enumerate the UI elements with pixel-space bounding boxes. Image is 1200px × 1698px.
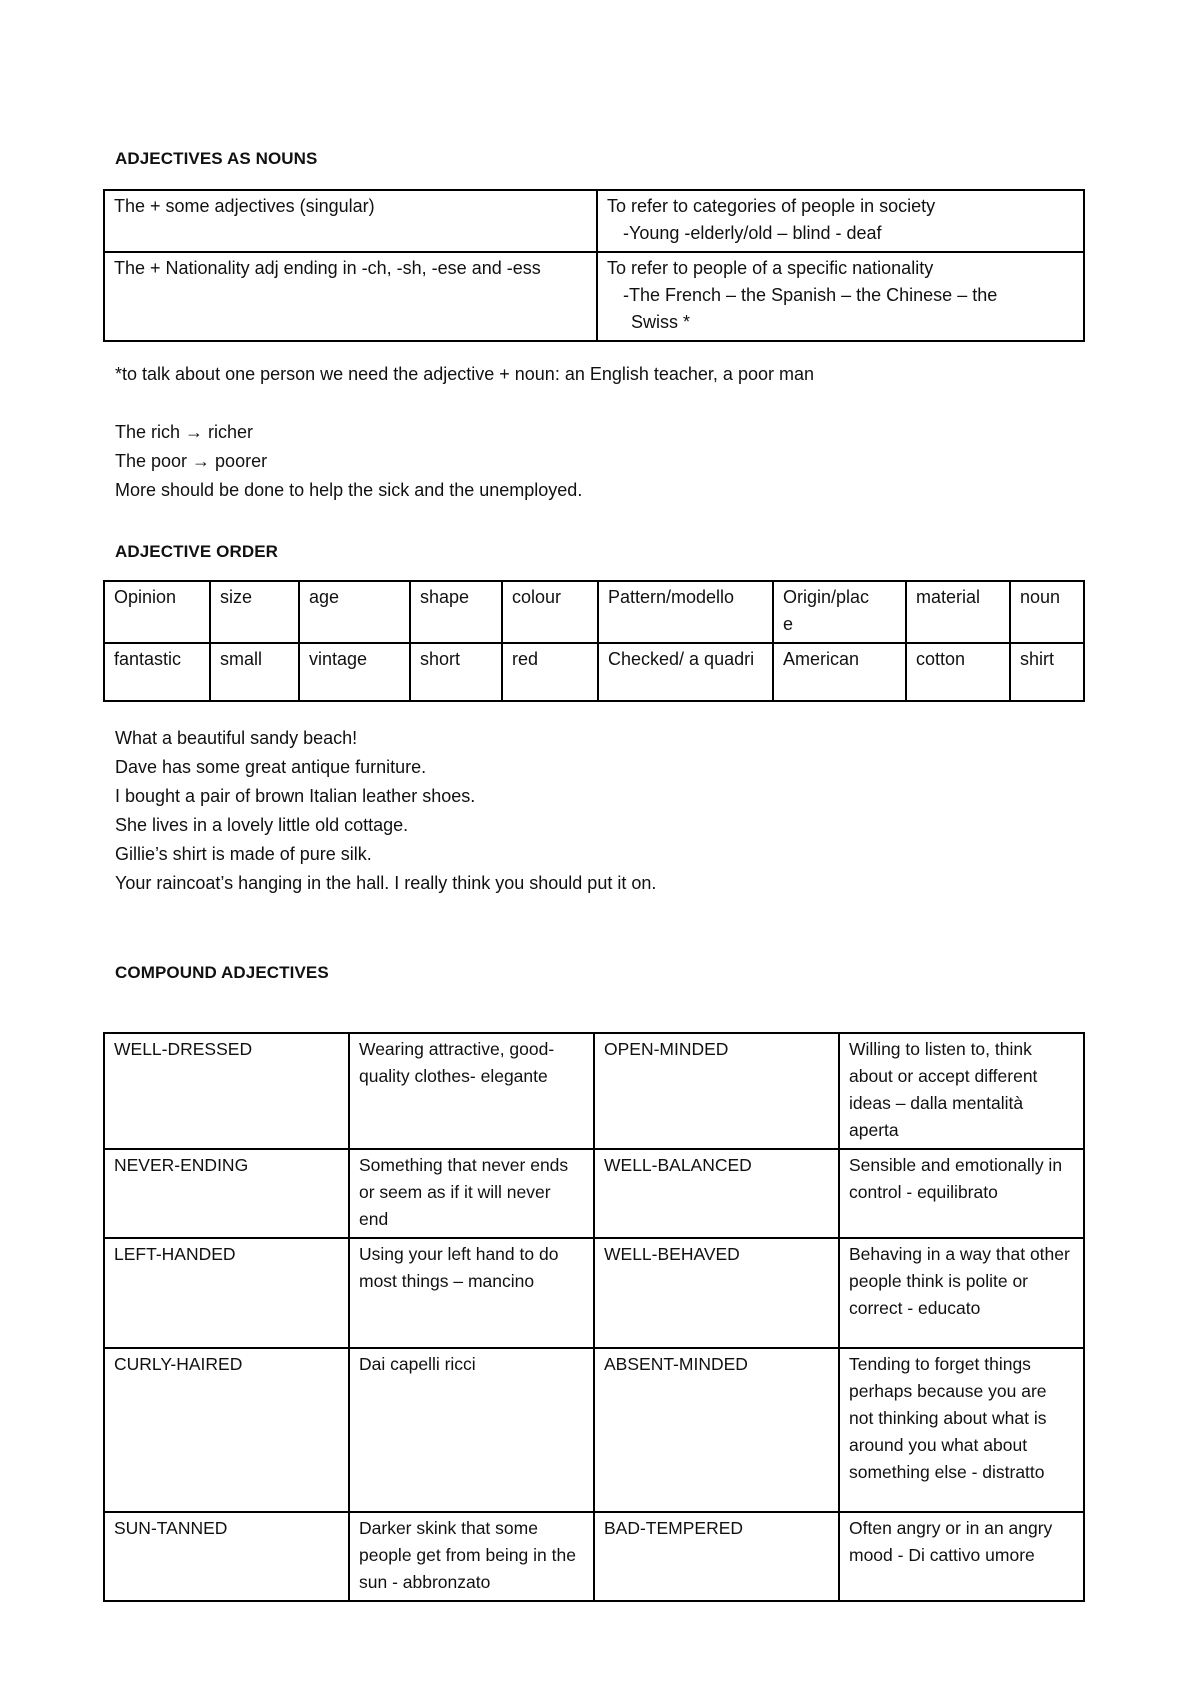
usage-title: To refer to people of a specific nationality — [607, 258, 934, 278]
rule-cell: The + Nationality adj ending in -ch, -sh, -ese and -ess — [104, 252, 597, 341]
compound-adjective: WELL-BALANCED — [594, 1149, 839, 1238]
compound-adjective: WELL-BEHAVED — [594, 1238, 839, 1348]
sentence-line: She lives in a lovely little old cottage. — [115, 815, 409, 835]
note-text: *to talk about one person we need the adjective + noun: an English teacher, a poor man — [115, 364, 814, 384]
usage-example-continued: Swiss * — [631, 312, 691, 332]
sentence-line: I bought a pair of brown Italian leather shoes. — [115, 786, 476, 806]
table-row — [104, 1033, 1084, 1149]
usage-cell — [597, 190, 1084, 252]
heading-compound-adjectives: COMPOUND ADJECTIVES — [115, 963, 329, 982]
table-cell: Checked/ a quadri — [598, 643, 773, 701]
example-line: The poor → poorer — [115, 451, 268, 471]
sentence-line: Gillie’s shirt is made of pure silk. — [115, 844, 372, 864]
table-row — [104, 1149, 1084, 1238]
table-cell: short — [410, 643, 502, 701]
table-cell: American — [773, 643, 906, 701]
table-row — [104, 1238, 1084, 1348]
usage-cell — [597, 252, 1084, 341]
usage-example: -Young -elderly/old – blind - deaf — [623, 223, 882, 243]
table-row — [104, 1348, 1084, 1512]
adjectives-as-nouns-table — [103, 189, 1085, 342]
compound-adjectives-table — [103, 1032, 1085, 1602]
table-row — [104, 190, 1084, 252]
table-cell: cotton — [906, 643, 1010, 701]
definition: Sensible and emotionally in control - equilibrato — [839, 1149, 1084, 1238]
usage-example: -The French – the Spanish – the Chinese – the — [623, 285, 998, 305]
definition: Something that never ends or seem as if it will never end — [349, 1149, 594, 1238]
column-header: Pattern/modello — [598, 581, 773, 643]
table-row — [104, 1512, 1084, 1601]
column-header: size — [210, 581, 299, 643]
table-row — [104, 252, 1084, 341]
example-line: More should be done to help the sick and the unemployed. — [115, 480, 583, 500]
column-header: Origin/plac e — [773, 581, 906, 643]
table-cell: vintage — [299, 643, 410, 701]
column-header: noun — [1010, 581, 1084, 643]
definition: Behaving in a way that other people think is polite or correct - educato — [839, 1238, 1084, 1348]
table-cell: shirt — [1010, 643, 1084, 701]
column-header: colour — [502, 581, 598, 643]
definition: Tending to forget things perhaps because you are not thinking about what is around you what about something else - distratto — [839, 1348, 1084, 1512]
column-header: shape — [410, 581, 502, 643]
compound-adjective: ABSENT-MINDED — [594, 1348, 839, 1512]
heading-adjectives-as-nouns: ADJECTIVES AS NOUNS — [115, 149, 318, 168]
table-row — [104, 643, 1084, 701]
definition: Wearing attractive, good-quality clothes- elegante — [349, 1033, 594, 1149]
example-line: The rich → richer — [115, 422, 254, 442]
table-cell: fantastic — [104, 643, 210, 701]
definition: Using your left hand to do most things – mancino — [349, 1238, 594, 1348]
compound-adjective: OPEN-MINDED — [594, 1033, 839, 1149]
usage-title: To refer to categories of people in society — [607, 196, 936, 216]
column-header: material — [906, 581, 1010, 643]
compound-adjective: WELL-DRESSED — [104, 1033, 349, 1149]
compound-adjective: NEVER-ENDING — [104, 1149, 349, 1238]
table-cell: small — [210, 643, 299, 701]
table-cell: red — [502, 643, 598, 701]
table-header-row — [104, 581, 1084, 643]
compound-adjective: SUN-TANNED — [104, 1512, 349, 1601]
compound-adjective: CURLY-HAIRED — [104, 1348, 349, 1512]
rule-cell: The + some adjectives (singular) — [104, 190, 597, 252]
compound-adjective: BAD-TEMPERED — [594, 1512, 839, 1601]
definition: Willing to listen to, think about or accept different ideas – dalla mentalità aperta — [839, 1033, 1084, 1149]
definition: Dai capelli ricci — [349, 1348, 594, 1512]
compound-adjective: LEFT-HANDED — [104, 1238, 349, 1348]
sentence-line: Dave has some great antique furniture. — [115, 757, 427, 777]
sentence-line: What a beautiful sandy beach! — [115, 728, 358, 748]
column-header: Opinion — [104, 581, 210, 643]
sentence-line: Your raincoat’s hanging in the hall. I really think you should put it on. — [115, 873, 657, 893]
column-header: age — [299, 581, 410, 643]
adjective-order-table — [103, 580, 1085, 702]
definition: Darker skink that some people get from being in the sun - abbronzato — [349, 1512, 594, 1601]
heading-adjective-order: ADJECTIVE ORDER — [115, 542, 279, 561]
definition: Often angry or in an angry mood - Di cattivo umore — [839, 1512, 1084, 1601]
